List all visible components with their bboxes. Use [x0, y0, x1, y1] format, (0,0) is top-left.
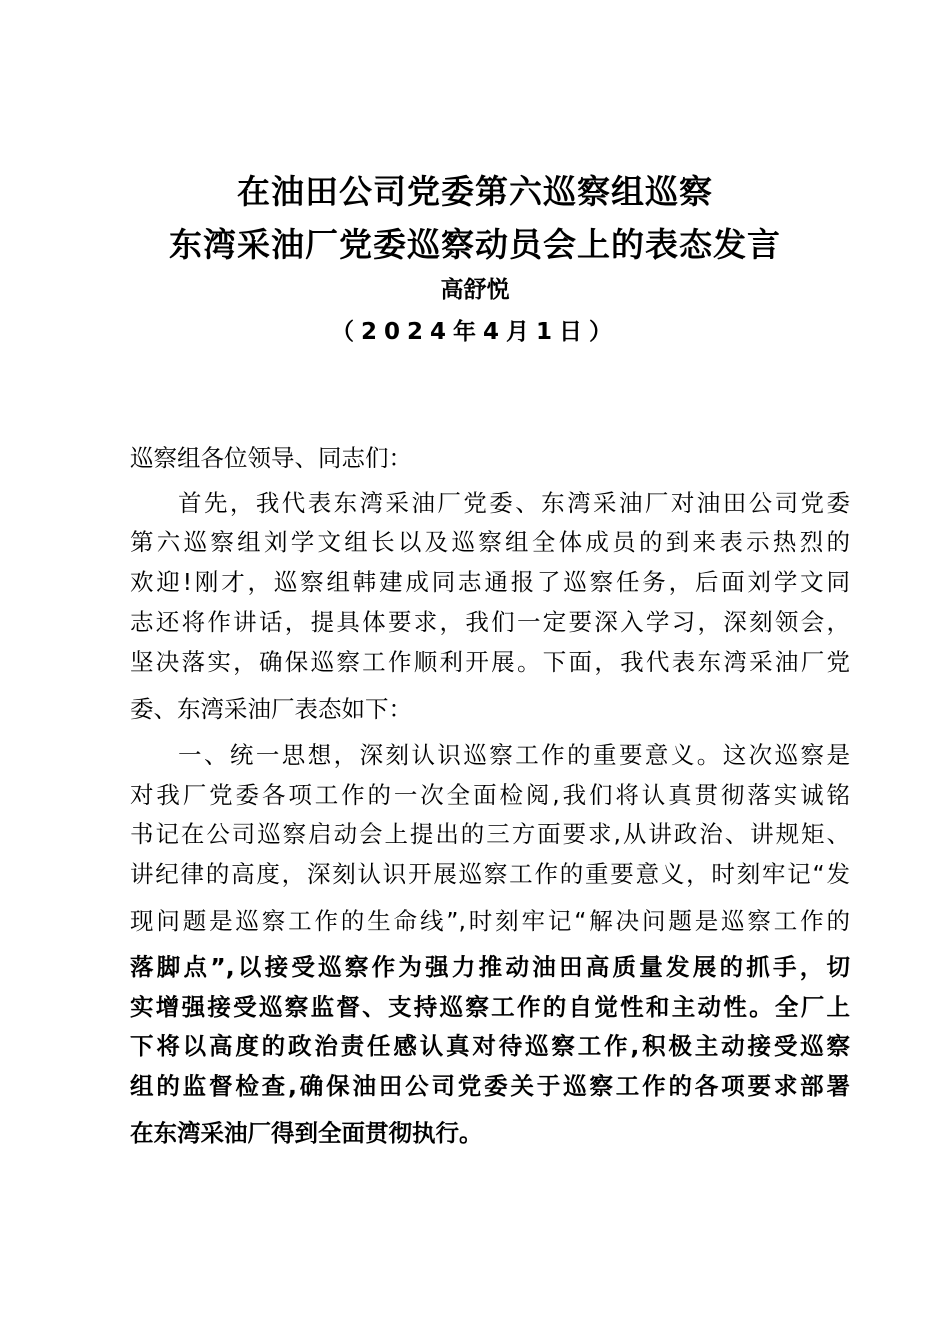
paragraph-2-line: 下将以高度的政治责任感认真对待巡察工作,积极主动接受巡察	[130, 1032, 850, 1060]
author-name: 高舒悦	[440, 277, 510, 303]
paragraph-1-line: 委、东湾采油厂表态如下：	[130, 695, 412, 723]
paragraph-2-line: 书记在公司巡察启动会上提出的三方面要求,从讲政治、讲规矩、	[130, 820, 850, 848]
paragraph-2-line: 对我厂党委各项工作的一次全面检阅,我们将认真贯彻落实诚铭	[130, 781, 850, 809]
paragraph-1-line: 第六巡察组刘学文组长以及巡察组全体成员的到来表示热烈的	[130, 528, 850, 556]
paragraph-1-line: 志还将作讲话，提具体要求，我们一定要深入学习，深刻领会，	[130, 608, 850, 636]
paragraph-2-line: 落脚点”,以接受巡察作为强力推动油田高质量发展的抓手，切	[130, 953, 850, 981]
document-title-line-2: 东湾采油厂党委巡察动员会上的表态发言	[169, 225, 781, 264]
paragraph-1-line: 欢迎!刚才，巡察组韩建成同志通报了巡察任务，后面刘学文同	[130, 568, 850, 596]
paragraph-1-line: 首先，我代表东湾采油厂党委、东湾采油厂对油田公司党委	[178, 489, 850, 517]
paragraph-2-line: 讲纪律的高度，深刻认识开展巡察工作的重要意义，时刻牢记“发	[130, 860, 850, 888]
salutation: 巡察组各位领导、同志们：	[130, 444, 412, 472]
document-date: （2024年4月1日）	[330, 319, 620, 345]
paragraph-2-line: 在东湾采油厂得到全面贯彻执行。	[130, 1119, 483, 1147]
paragraph-2-line: 组的监督检查,确保油田公司党委关于巡察工作的各项要求部署	[130, 1072, 850, 1100]
paragraph-1-line: 坚决落实，确保巡察工作顺利开展。下面，我代表东湾采油厂党	[130, 648, 850, 676]
paragraph-2-line: 一、统一思想，深刻认识巡察工作的重要意义。这次巡察是	[178, 741, 850, 769]
document-title-line-1: 在油田公司党委第六巡察组巡察	[237, 172, 713, 211]
paragraph-2-line: 现问题是巡察工作的生命线”,时刻牢记“解决问题是巡察工作的	[130, 907, 850, 935]
paragraph-2-line: 实增强接受巡察监督、支持巡察工作的自觉性和主动性。全厂上	[130, 993, 850, 1021]
